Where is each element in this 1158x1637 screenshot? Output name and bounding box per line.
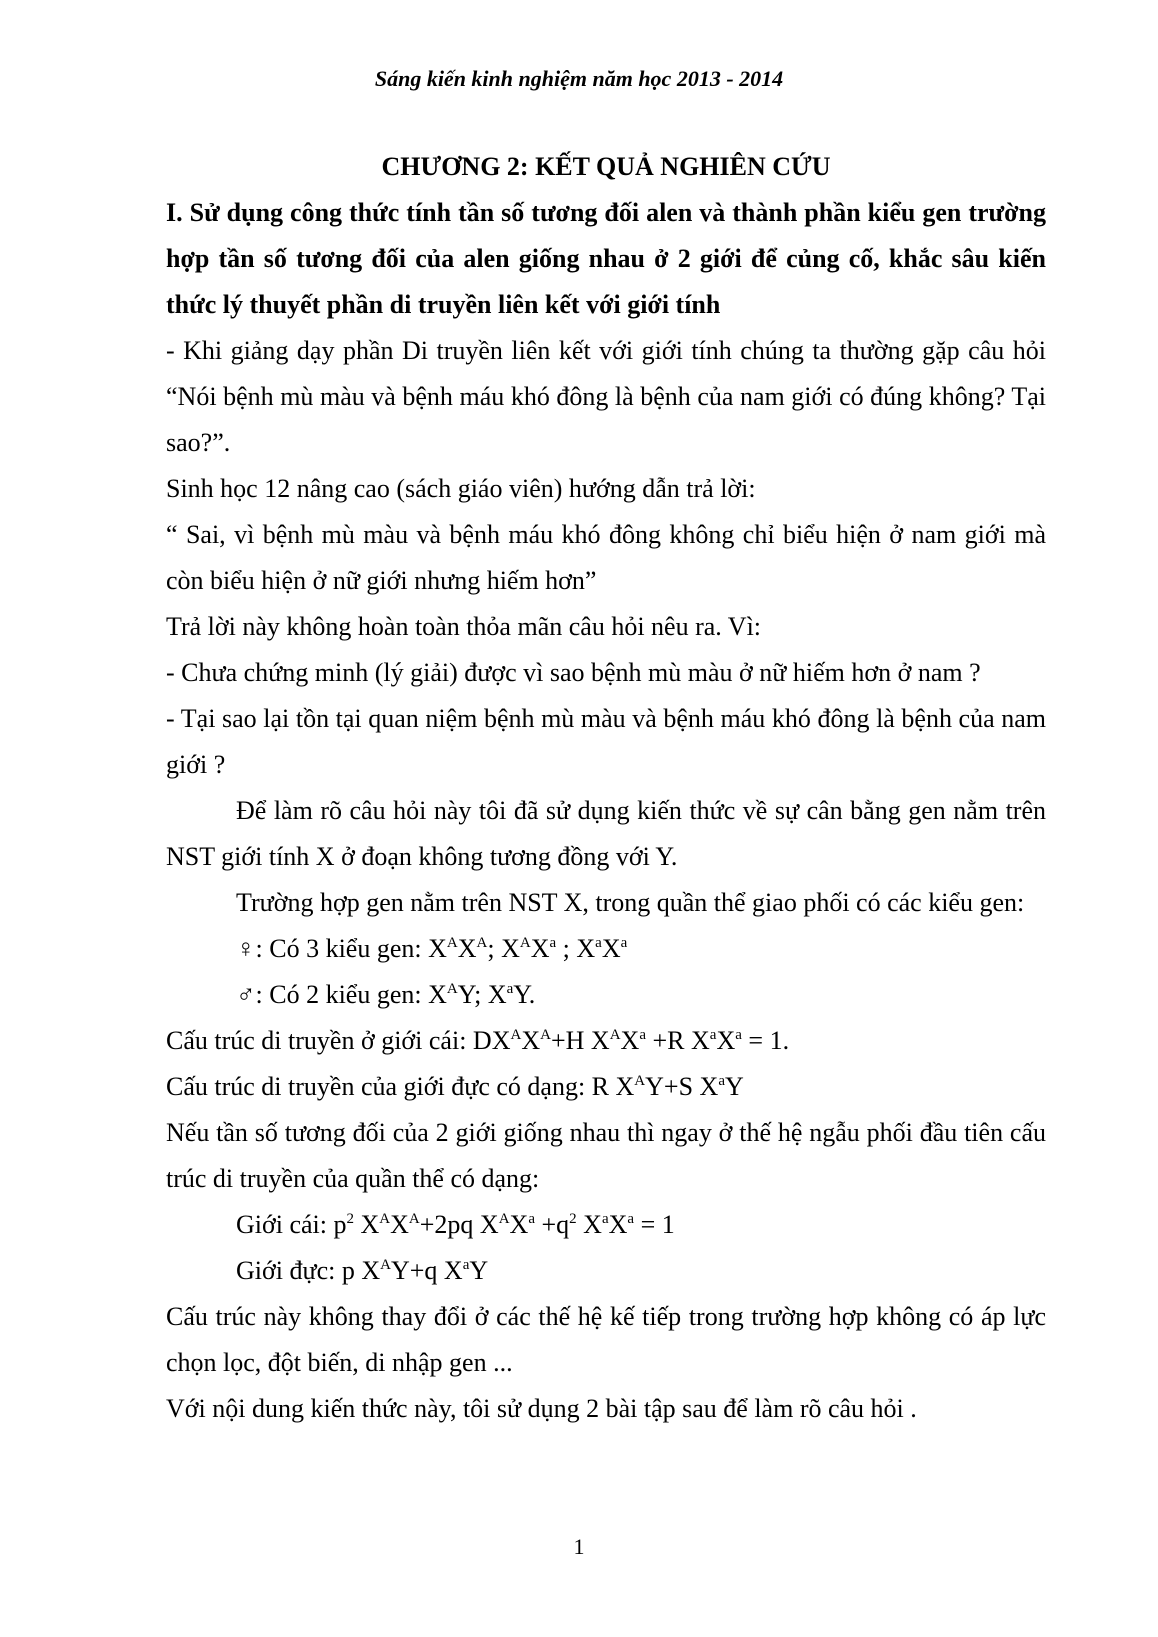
paragraph-critique: Trả lời này không hoàn toàn thỏa mãn câu hỏi nêu ra. Vì:: [166, 612, 762, 641]
male-genotypes: ♂: Có 2 kiểu gen: $X^AY$; $X^aY$.: [236, 980, 536, 1009]
chapter-title: CHƯƠNG 2: KẾT QUẢ NGHIÊN CỨU: [381, 152, 831, 181]
paragraph-answer-quote: “ Sai, vì bệnh mù màu và bệnh máu khó đông không chỉ biểu hiện ở nam giới mà còn biểu hiện ở nữ giới nhưng hiếm hơn”: [166, 520, 1046, 595]
female-structure: Cấu trúc di truyền ở giới cái: $DX^AX^A+H$ $X^AX^a +R$ $X^aX^a = 1$.: [166, 1026, 790, 1055]
paragraph-exercises: Với nội dung kiến thức này, tôi sử dụng 2 bài tập sau để làm rõ câu hỏi .: [166, 1394, 917, 1423]
paragraph-textbook: Sinh học 12 nâng cao (sách giáo viên) hướng dẫn trả lời:: [166, 474, 756, 503]
paragraph-stability: Cấu trúc này không thay đổi ở các thế hệ kế tiếp trong trường hợp không có áp lực chọn lọc, đột biến, di nhập gen ...: [166, 1302, 1046, 1377]
paragraph-question: - Khi giảng dạy phần Di truyền liên kết với giới tính chúng ta thường gặp câu hỏi “Nói bệnh mù màu và bệnh máu khó đông là bệnh của nam giới có đúng không? Tại sao?”.: [166, 336, 1046, 457]
page-content: [166, 144, 1046, 1432]
page-number: 1: [573, 1534, 585, 1559]
male-equilibrium: Giới đực: p $X^AY+q$ $X^aY$: [236, 1256, 489, 1285]
paragraph-equal-frequency: Nếu tần số tương đối của 2 giới giống nhau thì ngay ở thế hệ ngẫu phối đầu tiên cấu trúc di truyền của quần thể có dạng:: [166, 1118, 1046, 1193]
paragraph-reason-2: - Tại sao lại tồn tại quan niệm bệnh mù màu và bệnh máu khó đông là bệnh của nam giới ?: [166, 704, 1046, 779]
page-header: Sáng kiến kinh nghiệm năm học 2013 - 2014: [374, 66, 784, 91]
male-structure: Cấu trúc di truyền của giới đực có dạng: R $X^AY+S$ $X^aY$: [166, 1072, 744, 1101]
female-equilibrium: Giới cái: $p^2$ $X^AX^A+2pq$ $X^AX^a +q^2$ $X^aX^a = 1$: [236, 1210, 675, 1239]
paragraph-x-linked: Trường hợp gen nằm trên NST X, trong quần thể giao phối có các kiểu gen:: [236, 888, 1025, 917]
paragraph-reason-1: - Chưa chứng minh (lý giải) được vì sao bệnh mù màu ở nữ hiếm hơn ở nam ?: [166, 658, 981, 687]
section-heading: I. Sử dụng công thức tính tần số tương đối alen và thành phần kiểu gen trường hợp tần số tương đối của alen giống nhau ở 2 giới để củng cố, khắc sâu kiến thức lý thuyết phần di truyền liên kết với giới tính: [166, 198, 1046, 319]
female-genotypes: ♀: Có 3 kiểu gen: $X^AX^A$; $X^AX^a$ ; $X^aX^a$: [236, 934, 628, 963]
paragraph-approach: Để làm rõ câu hỏi này tôi đã sử dụng kiến thức về sự cân bằng gen nằm trên NST giới tính X ở đoạn không tương đồng với Y.: [166, 796, 1046, 871]
